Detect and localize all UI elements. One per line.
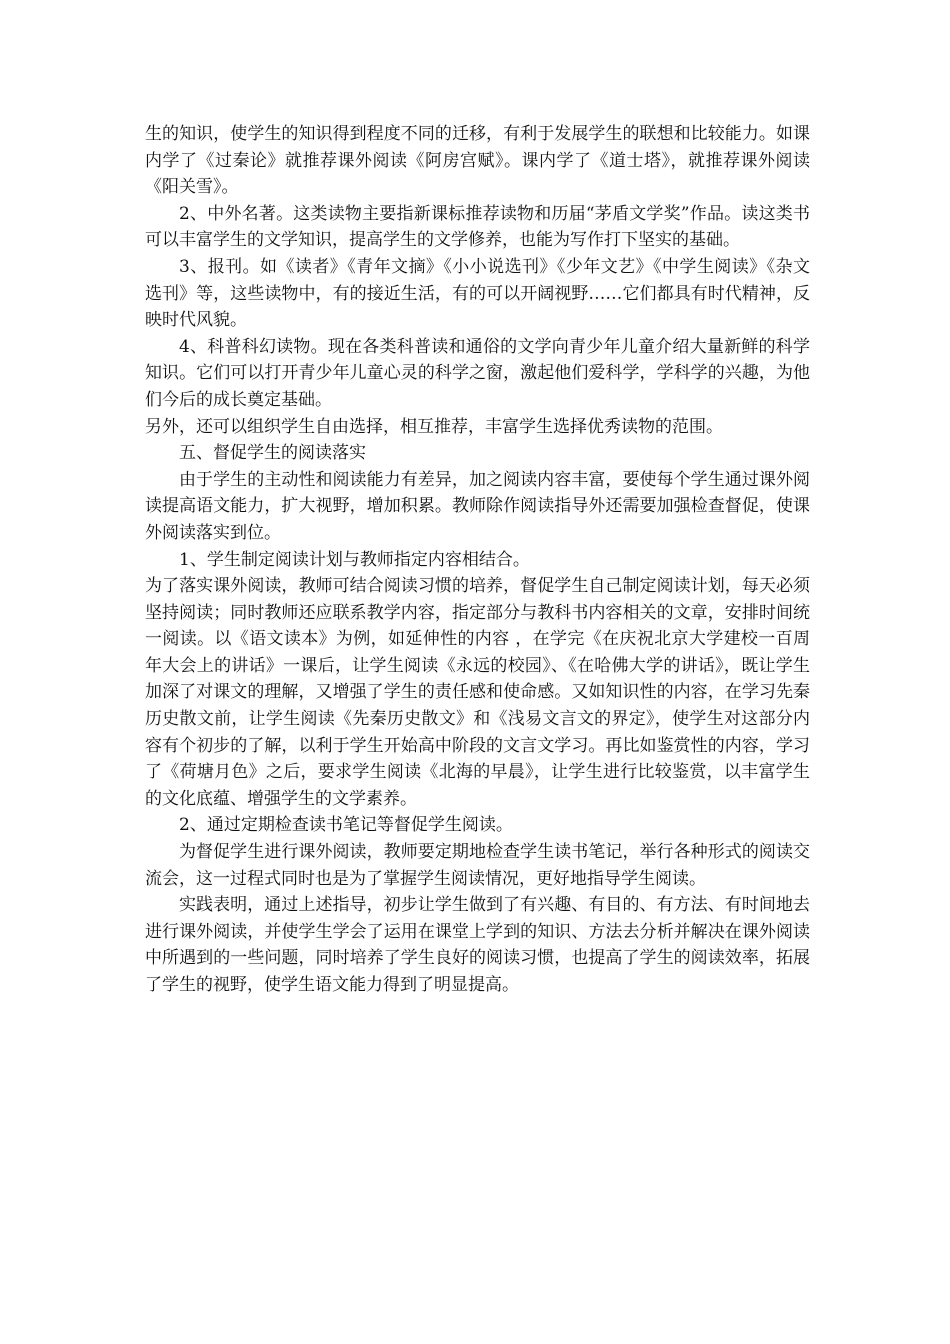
paragraph-popular-science: 4、科普科幻读物。现在各类科普读和通俗的文学向青少年儿童介绍大量新鲜的科学知识。它们可以打开青少年儿童心灵的科学之窗，激起他们爱科学，学科学的兴趣，为他们今后的成长奠定基础。 [145,336,810,410]
paragraph-continuation: 生的知识，使学生的知识得到程度不同的迁移，有利于发展学生的联想和比较能力。如课内学了《过秦论》就推荐课外阅读《阿房宫赋》。课内学了《道士塔》，就推荐课外阅读《阳关雪》。 [145,124,810,198]
paragraph-periodicals: 3、报刊。如《读者》《青年文摘》《小小说选刊》《少年文艺》《中学生阅读》《杂文选刊》等，这些读物中，有的接近生活，有的可以开阔视野……它们都具有时代精神，反映时代风貌。 [145,256,810,331]
subheading-reading-plan: 1、学生制定阅读计划与教师指定内容相结合。 [179,549,530,570]
paragraph-reading-plan: 为了落实课外阅读，教师可结合阅读习惯的培养，督促学生自己制定阅读计划，每天必须坚持阅读；同时教师还应联系教学内容，指定部分与教科书内容相关的文章，安排时间统一阅读。以《语文读本》为例，如延伸性的内容 ，在学完《在庆祝北京大学建校一百周年大会上的讲话》一课后，让学生阅读《永远的校园》、《在哈佛大学的讲话》，既让学生加深了对课文的理解，又增强了学生的责任感和使命感。又如知识性的内容，在学习先秦历史散文前，让学生阅读《先秦历史散文》和《浅易文言文的界定》，使学生对这部分内容有个初步的了解，以利于学生开始高中阶段的文言文学习。再比如鉴赏性的内容，学习了《荷塘月色》之后，要求学生阅读《北海的早晨》，让学生进行比较鉴赏，以丰富学生的文化底蕴、增强学生的文学素养。 [145,576,810,809]
section-heading-5: 五、督促学生的阅读落实 [179,443,366,464]
paragraph-conclusion: 实践表明，通过上述指导，初步让学生做到了有兴趣、有目的、有方法、有时间地去进行课外阅读，并使学生学会了运用在课堂上学到的知识、方法去分析并解决在课外阅读中所遇到的一些问题，同时培养了学生良好的阅读习惯，也提高了学生的阅读效率，拓展了学生的视野，使学生语文能力得到了明显提高。 [145,895,810,995]
paragraph-supervision-intro: 由于学生的主动性和阅读能力有差异，加之阅读内容丰富，要使每个学生通过课外阅读提高语文能力，扩大视野，增加积累。教师除作阅读指导外还需要加强检查督促，使课外阅读落实到位。 [145,469,810,543]
subheading-reading-notes: 2、通过定期检查读书笔记等督促学生阅读。 [179,815,513,836]
document-body [145,121,810,999]
paragraph-classics: 2、中外名著。这类读物主要指新课标推荐读物和历届“茅盾文学奖”作品。读这类书可以丰富学生的文学知识，提高学生的文学修养，也能为写作打下坚实的基础。 [145,203,810,251]
paragraph-free-choice: 另外，还可以组织学生自由选择，相互推荐，丰富学生选择优秀读物的范围。 [145,416,723,437]
paragraph-reading-notes: 为督促学生进行课外阅读，教师要定期地检查学生读书笔记，举行各种形式的阅读交流会，这一过程式同时也是为了掌握学生阅读情况，更好地指导学生阅读。 [145,842,810,889]
